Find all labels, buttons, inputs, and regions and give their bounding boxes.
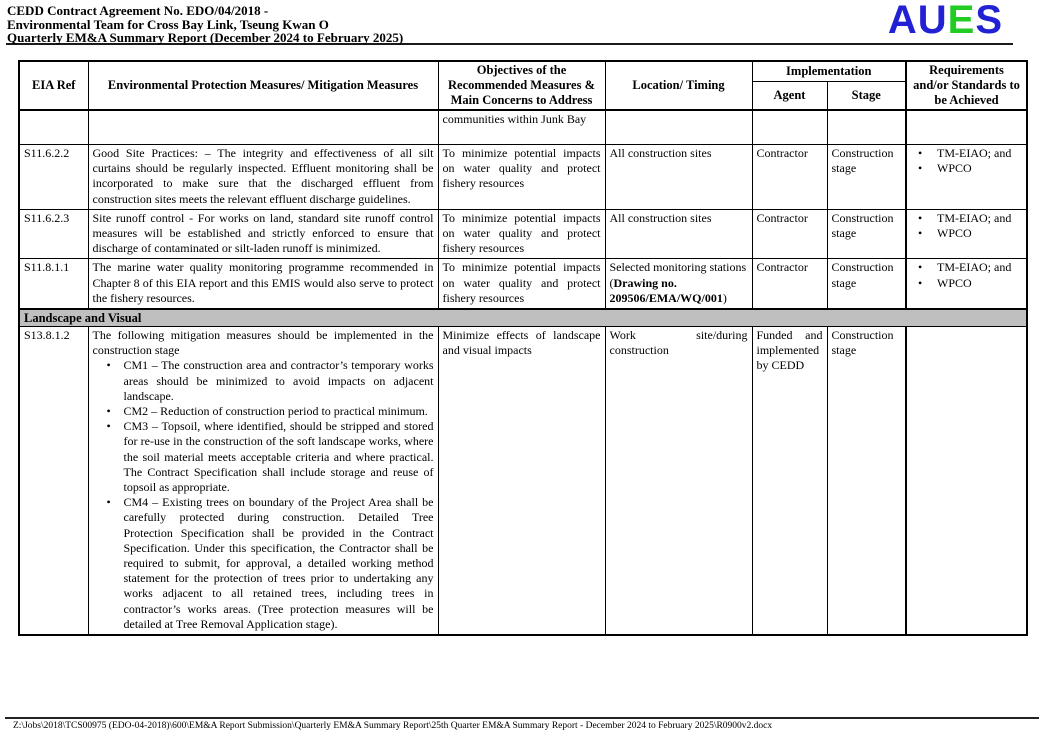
agent-cell: Funded and implemented by CEDD	[752, 327, 827, 636]
col-header-requirements: Requirements and/or Standards to be Achieved	[906, 61, 1027, 110]
text-line: • TM-EIAO; and	[911, 211, 1022, 226]
objectives-cell: To minimize potential impacts on water quality and protect fishery resources	[438, 259, 605, 309]
section-row	[19, 309, 1027, 327]
text-line: • WPCO	[911, 161, 1022, 176]
eia-ref-cell: S11.6.2.2	[19, 145, 88, 210]
col-header-eia-ref: EIA Ref	[19, 61, 88, 110]
text-line: Site runoff control - For works on land, standard site runoff control measures will be established and strictly enforced to ensure that discharge of contaminated or silt-laden runoff is minimized.	[92, 210, 434, 256]
logo-letter: E	[947, 0, 976, 42]
agent-cell	[752, 110, 827, 145]
objectives-cell: To minimize potential impacts on water quality and protect fishery resources	[438, 209, 605, 259]
location-text-bold: Drawing no. 209506/EMA/WQ/001	[609, 275, 723, 305]
text-line: The marine water quality monitoring programme recommended in Chapter 8 of this EIA report and this EMIS would also serve to protect the fishery resources.	[92, 260, 434, 305]
measures-cell	[88, 259, 438, 309]
stage-cell: Construction stage	[827, 259, 906, 309]
stage-cell	[827, 110, 906, 145]
stage-cell: Construction stage	[827, 209, 906, 259]
stage-cell: Construction stage	[827, 145, 906, 210]
page-header	[6, 0, 1013, 45]
eia-ref-cell: S11.6.2.3	[19, 209, 88, 259]
mitigation-measures-table	[18, 60, 1028, 636]
table-row	[19, 145, 1027, 210]
text-line: Good Site Practices: – The integrity and effectiveness of all silt curtains should be regularly inspected. Effluent monitoring shall be incorporated to make sure that the discharged effluent from construction sites meets the relevant effluent discharge guidelines.	[92, 146, 434, 206]
col-header-implementation: Implementation	[752, 61, 906, 81]
section-title: Landscape and Visual	[19, 309, 1027, 327]
eia-ref-cell: S13.8.1.2	[19, 327, 88, 636]
logo-letter: U	[917, 0, 948, 42]
location-text: Work site/during construction	[609, 328, 748, 358]
col-header-agent: Agent	[752, 81, 827, 110]
requirements-cell	[906, 259, 1027, 309]
table-body	[19, 110, 1027, 635]
text-line: • TM-EIAO; and	[911, 146, 1022, 161]
objectives-cell: Minimize effects of landscape and visual impacts	[438, 327, 605, 636]
text-line: The following mitigation measures should be implemented in the construction stage	[92, 328, 434, 358]
table-row	[19, 209, 1027, 259]
col-header-stage: Stage	[827, 81, 906, 110]
agent-cell: Contractor	[752, 259, 827, 309]
agent-cell: Contractor	[752, 209, 827, 259]
location-text: )	[722, 290, 727, 305]
report-title	[7, 4, 403, 45]
location-cell	[605, 327, 752, 636]
logo-letter: A	[887, 0, 918, 42]
location-text: All construction sites	[609, 146, 712, 160]
text-line: • CM3 – Topsoil, where identified, should be stripped and stored for re-use in the construction of the soft landscape works, where the soil material meets acceptable criteria and where practical. The Contract Specification shall include storage and reuse of topsoil as appropriate.	[93, 419, 434, 495]
location-cell	[605, 259, 752, 309]
logo-letter: S	[975, 0, 1003, 42]
location-cell	[605, 209, 752, 259]
objectives-cell: To minimize potential impacts on water quality and protect fishery resources	[438, 145, 605, 210]
location-cell	[605, 110, 752, 145]
stage-cell: Construction stage	[827, 327, 906, 636]
location-cell	[605, 145, 752, 210]
measures-cell	[88, 209, 438, 259]
header-row-1	[19, 61, 1027, 81]
text-line: • TM-EIAO; and	[911, 260, 1022, 275]
requirements-cell	[906, 145, 1027, 210]
requirements-cell	[906, 209, 1027, 259]
text-line: • CM4 – Existing trees on boundary of the Project Area shall be carefully protected during construction. Detailed Tree Protection Specification shall be provided in the Contract Specification. Under this specification, the Contractor shall be required to submit, for approval, a detailed working method statement for the protection of trees prior to undertaking any works adjacent to all retained trees, including trees in contractor’s works areas. (Tree protection measures will be detailed at Tree Removal Application stage).	[93, 495, 434, 632]
location-text: All construction sites	[609, 210, 712, 225]
measures-cell	[88, 327, 438, 636]
table-row	[19, 327, 1027, 636]
footer-rule	[5, 717, 1039, 719]
eia-ref-cell: S11.8.1.1	[19, 259, 88, 309]
title-line-1: CEDD Contract Agreement No. EDO/04/2018 -	[7, 3, 269, 18]
col-header-location: Location/ Timing	[605, 61, 752, 110]
requirements-cell	[906, 327, 1027, 636]
requirements-cell	[906, 110, 1027, 145]
text-line: • WPCO	[911, 276, 1022, 291]
aues-logo	[888, 0, 1003, 40]
title-line-3: Quarterly EM&A Summary Report (December 2024 to February 2025)	[7, 30, 404, 45]
col-header-measures: Environmental Protection Measures/ Mitigation Measures	[88, 61, 438, 110]
col-header-objectives: Objectives of the Recommended Measures & Main Concerns to Address	[438, 61, 605, 110]
measures-cell	[88, 110, 438, 145]
title-line-2: Environmental Team for Cross Bay Link, Tseung Kwan O	[7, 16, 329, 32]
table-row	[19, 259, 1027, 309]
eia-ref-cell	[19, 110, 88, 145]
location-text: Selected monitoring stations (	[609, 260, 747, 290]
measures-cell	[88, 145, 438, 210]
document-path: Z:\Jobs\2018\TCS00975 (EDO-04-2018)\600\EM&A Report Submission\Quarterly EM&A Summary Report\25th Quarter EM&A Summary Report - December 2024 to February 2025\R0900v2.docx	[13, 721, 773, 731]
table-header	[19, 61, 1027, 110]
text-line: • CM1 – The construction area and contractor’s temporary works areas should be minimized to avoid impacts on adjacent landscape.	[93, 358, 434, 404]
text-line: • WPCO	[911, 226, 1022, 241]
table-row	[19, 110, 1027, 145]
agent-cell: Contractor	[752, 145, 827, 210]
text-line: • CM2 – Reduction of construction period to practical minimum.	[93, 404, 434, 419]
objectives-cell: communities within Junk Bay	[438, 110, 605, 145]
